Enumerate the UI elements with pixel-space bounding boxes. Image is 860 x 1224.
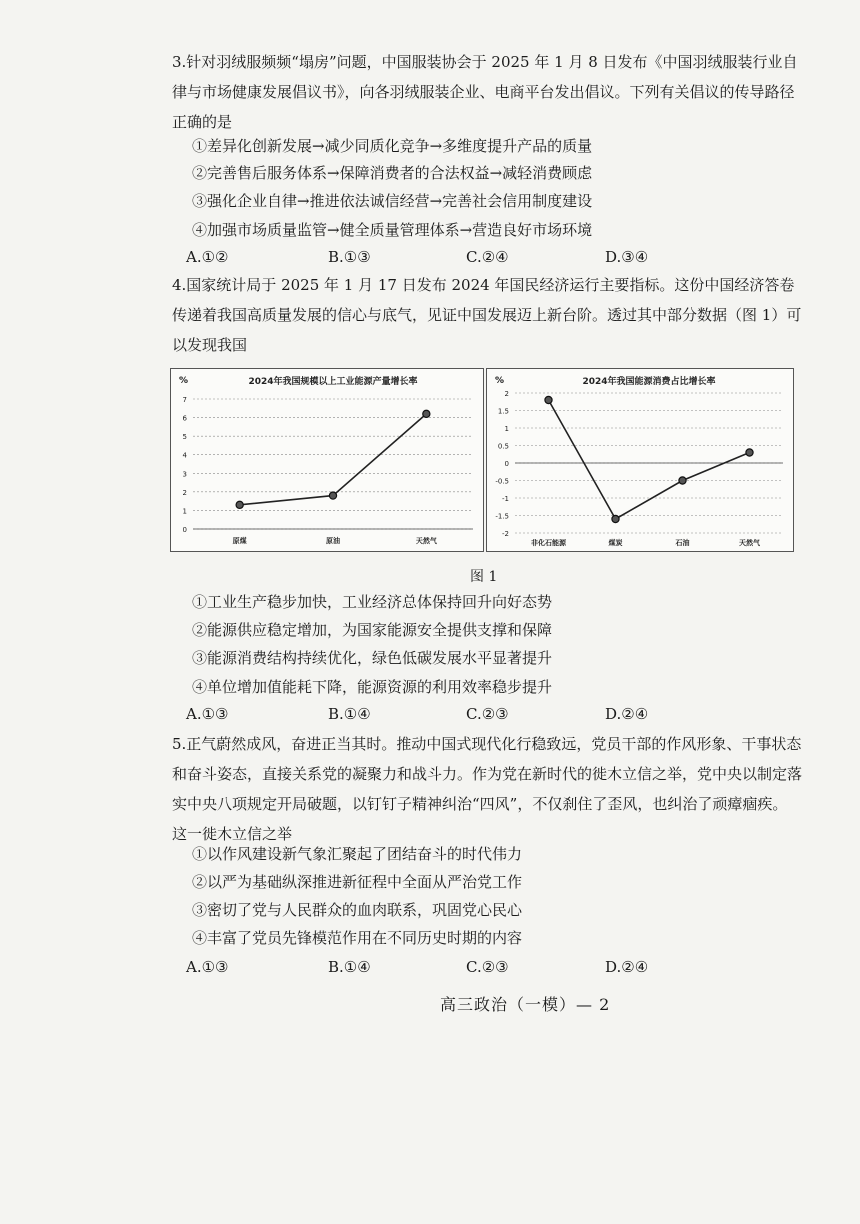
chart0-title: 2024年我国规模以上工业能源产量增长率 xyxy=(248,377,418,387)
chart-energy-consumption-share-svg xyxy=(487,369,793,551)
q4-stem: 4.国家统计局于 2025 年 1 月 17 日发布 2024 年国民经济运行主要指标。这份中国经济答卷传递着我国高质量发展的信心与底气，见证中国发展迈上新台阶。透过其中部分数据（图 1）可以发现我国 xyxy=(172,276,802,354)
chart1-ytick-label: -1 xyxy=(502,495,509,503)
chart0-data-point xyxy=(329,492,336,499)
chart0-ytick-label: 2 xyxy=(182,488,187,497)
page-footer: 高三政治（一模）— 2 xyxy=(440,995,611,1014)
chart0-data-point xyxy=(236,501,243,508)
q3-answer-b: B.①③ xyxy=(328,248,371,266)
q5-answer-d: D.②④ xyxy=(605,958,649,976)
chart0-category-label: 天然气 xyxy=(415,537,437,545)
chart0-ytick-label: 1 xyxy=(182,507,187,516)
q3-option-1: ①差异化创新发展→减少同质化竞争→多维度提升产品的质量 xyxy=(192,137,593,155)
chart1-category-label: 煤炭 xyxy=(608,539,623,547)
q5-stem: 5.正气蔚然成风，奋进正当其时。推动中国式现代化行稳致远，党员干部的作风形象、干事状态和奋斗姿态，直接关系党的凝聚力和战斗力。作为党在新时代的徙木立信之举，党中央以制定落实中央八项规定开局破题，以钉钉子精神纠治“四风”，不仅刹住了歪风，也纠治了顽瘴痼疾。这一徙木立信之举 xyxy=(172,735,803,843)
figure-caption: 图 1 xyxy=(470,569,498,585)
chart1-series-line xyxy=(549,400,750,519)
chart1-data-point xyxy=(612,515,619,522)
chart1-ytick-label: -0.5 xyxy=(495,477,509,486)
q4-option-3: ③能源消费结构持续优化，绿色低碳发展水平显著提升 xyxy=(192,649,553,667)
chart0-category-label: 原煤 xyxy=(232,537,247,545)
chart1-ylabel: % xyxy=(495,376,505,386)
chart1-ytick-label: 0 xyxy=(504,460,509,468)
chart1-category-label: 天然气 xyxy=(739,539,760,547)
q3-stem: 3.针对羽绒服频频“塌房”问题，中国服装协会于 2025 年 1 月 8 日发布《中国羽绒服装行业自律与市场健康发展倡议书》，向各羽绒服装企业、电商平台发出倡议。下列有关倡议的传导路径正确的是 xyxy=(172,53,798,131)
chart1-category-label: 石油 xyxy=(675,539,690,547)
chart1-data-point xyxy=(746,449,753,456)
chart1-data-point xyxy=(679,477,686,484)
q5-option-4: ④丰富了党员先锋模范作用在不同历史时期的内容 xyxy=(192,929,523,947)
chart1-ytick-label: 1 xyxy=(504,425,509,433)
q4-option-4: ④单位增加值能耗下降，能源资源的利用效率稳步提升 xyxy=(192,678,553,696)
chart-industrial-energy-output-svg xyxy=(171,369,483,551)
q4-option-1: ①工业生产稳步加快，工业经济总体保持回升向好态势 xyxy=(192,593,553,611)
q3-answer-c: C.②④ xyxy=(466,248,509,266)
chart1-ytick-label: 1.5 xyxy=(497,407,509,416)
chart0-ytick-label: 5 xyxy=(182,433,187,442)
q5-answer-c: C.②③ xyxy=(466,958,509,976)
chart0-category-label: 原油 xyxy=(326,537,340,545)
chart1-ytick-label: 0.5 xyxy=(497,442,509,451)
q4-answer-c: C.②③ xyxy=(466,705,509,723)
q4-option-2: ②能源供应稳定增加，为国家能源安全提供支撑和保障 xyxy=(192,621,553,639)
chart0-ytick-label: 4 xyxy=(182,451,187,460)
chart0-ylabel: % xyxy=(179,376,189,386)
chart-industrial-energy-output xyxy=(170,368,484,552)
q4-answer-b: B.①④ xyxy=(328,705,371,723)
q3-answer-a: A.①② xyxy=(186,248,229,266)
chart1-data-point xyxy=(545,396,552,403)
chart0-ytick-label: 6 xyxy=(182,414,187,423)
chart1-ytick-label: 2 xyxy=(504,390,509,398)
chart1-ytick-label: -1.5 xyxy=(495,512,509,521)
q5-answer-b: B.①④ xyxy=(328,958,371,976)
q5-option-1: ①以作风建设新气象汇聚起了团结奋斗的时代伟力 xyxy=(192,845,523,863)
q5-option-2: ②以严为基础纵深推进新征程中全面从严治党工作 xyxy=(192,873,523,891)
chart0-data-point xyxy=(423,410,430,417)
chart1-ytick-label: -2 xyxy=(502,530,509,538)
q3-option-3: ③强化企业自律→推进依法诚信经营→完善社会信用制度建设 xyxy=(192,192,593,210)
q5-option-3: ③密切了党与人民群众的血肉联系，巩固党心民心 xyxy=(192,901,523,919)
q3-answer-d: D.③④ xyxy=(605,248,649,266)
q3-option-4: ④加强市场质量监管→健全质量管理体系→营造良好市场环境 xyxy=(192,221,593,239)
chart1-title: 2024年我国能源消费占比增长率 xyxy=(582,377,716,387)
chart0-series-line xyxy=(240,414,427,505)
chart-energy-consumption-share xyxy=(486,368,794,552)
q4-answer-a: A.①③ xyxy=(186,705,229,723)
chart0-ytick-label: 7 xyxy=(182,396,187,404)
chart0-ytick-label: 3 xyxy=(182,470,187,479)
q5-answer-a: A.①③ xyxy=(186,958,229,976)
q3-option-2: ②完善售后服务体系→保障消费者的合法权益→减轻消费顾虑 xyxy=(192,164,593,182)
chart0-ytick-label: 0 xyxy=(182,526,187,534)
q4-answer-d: D.②④ xyxy=(605,705,649,723)
chart1-category-label: 非化石能源 xyxy=(531,539,566,547)
